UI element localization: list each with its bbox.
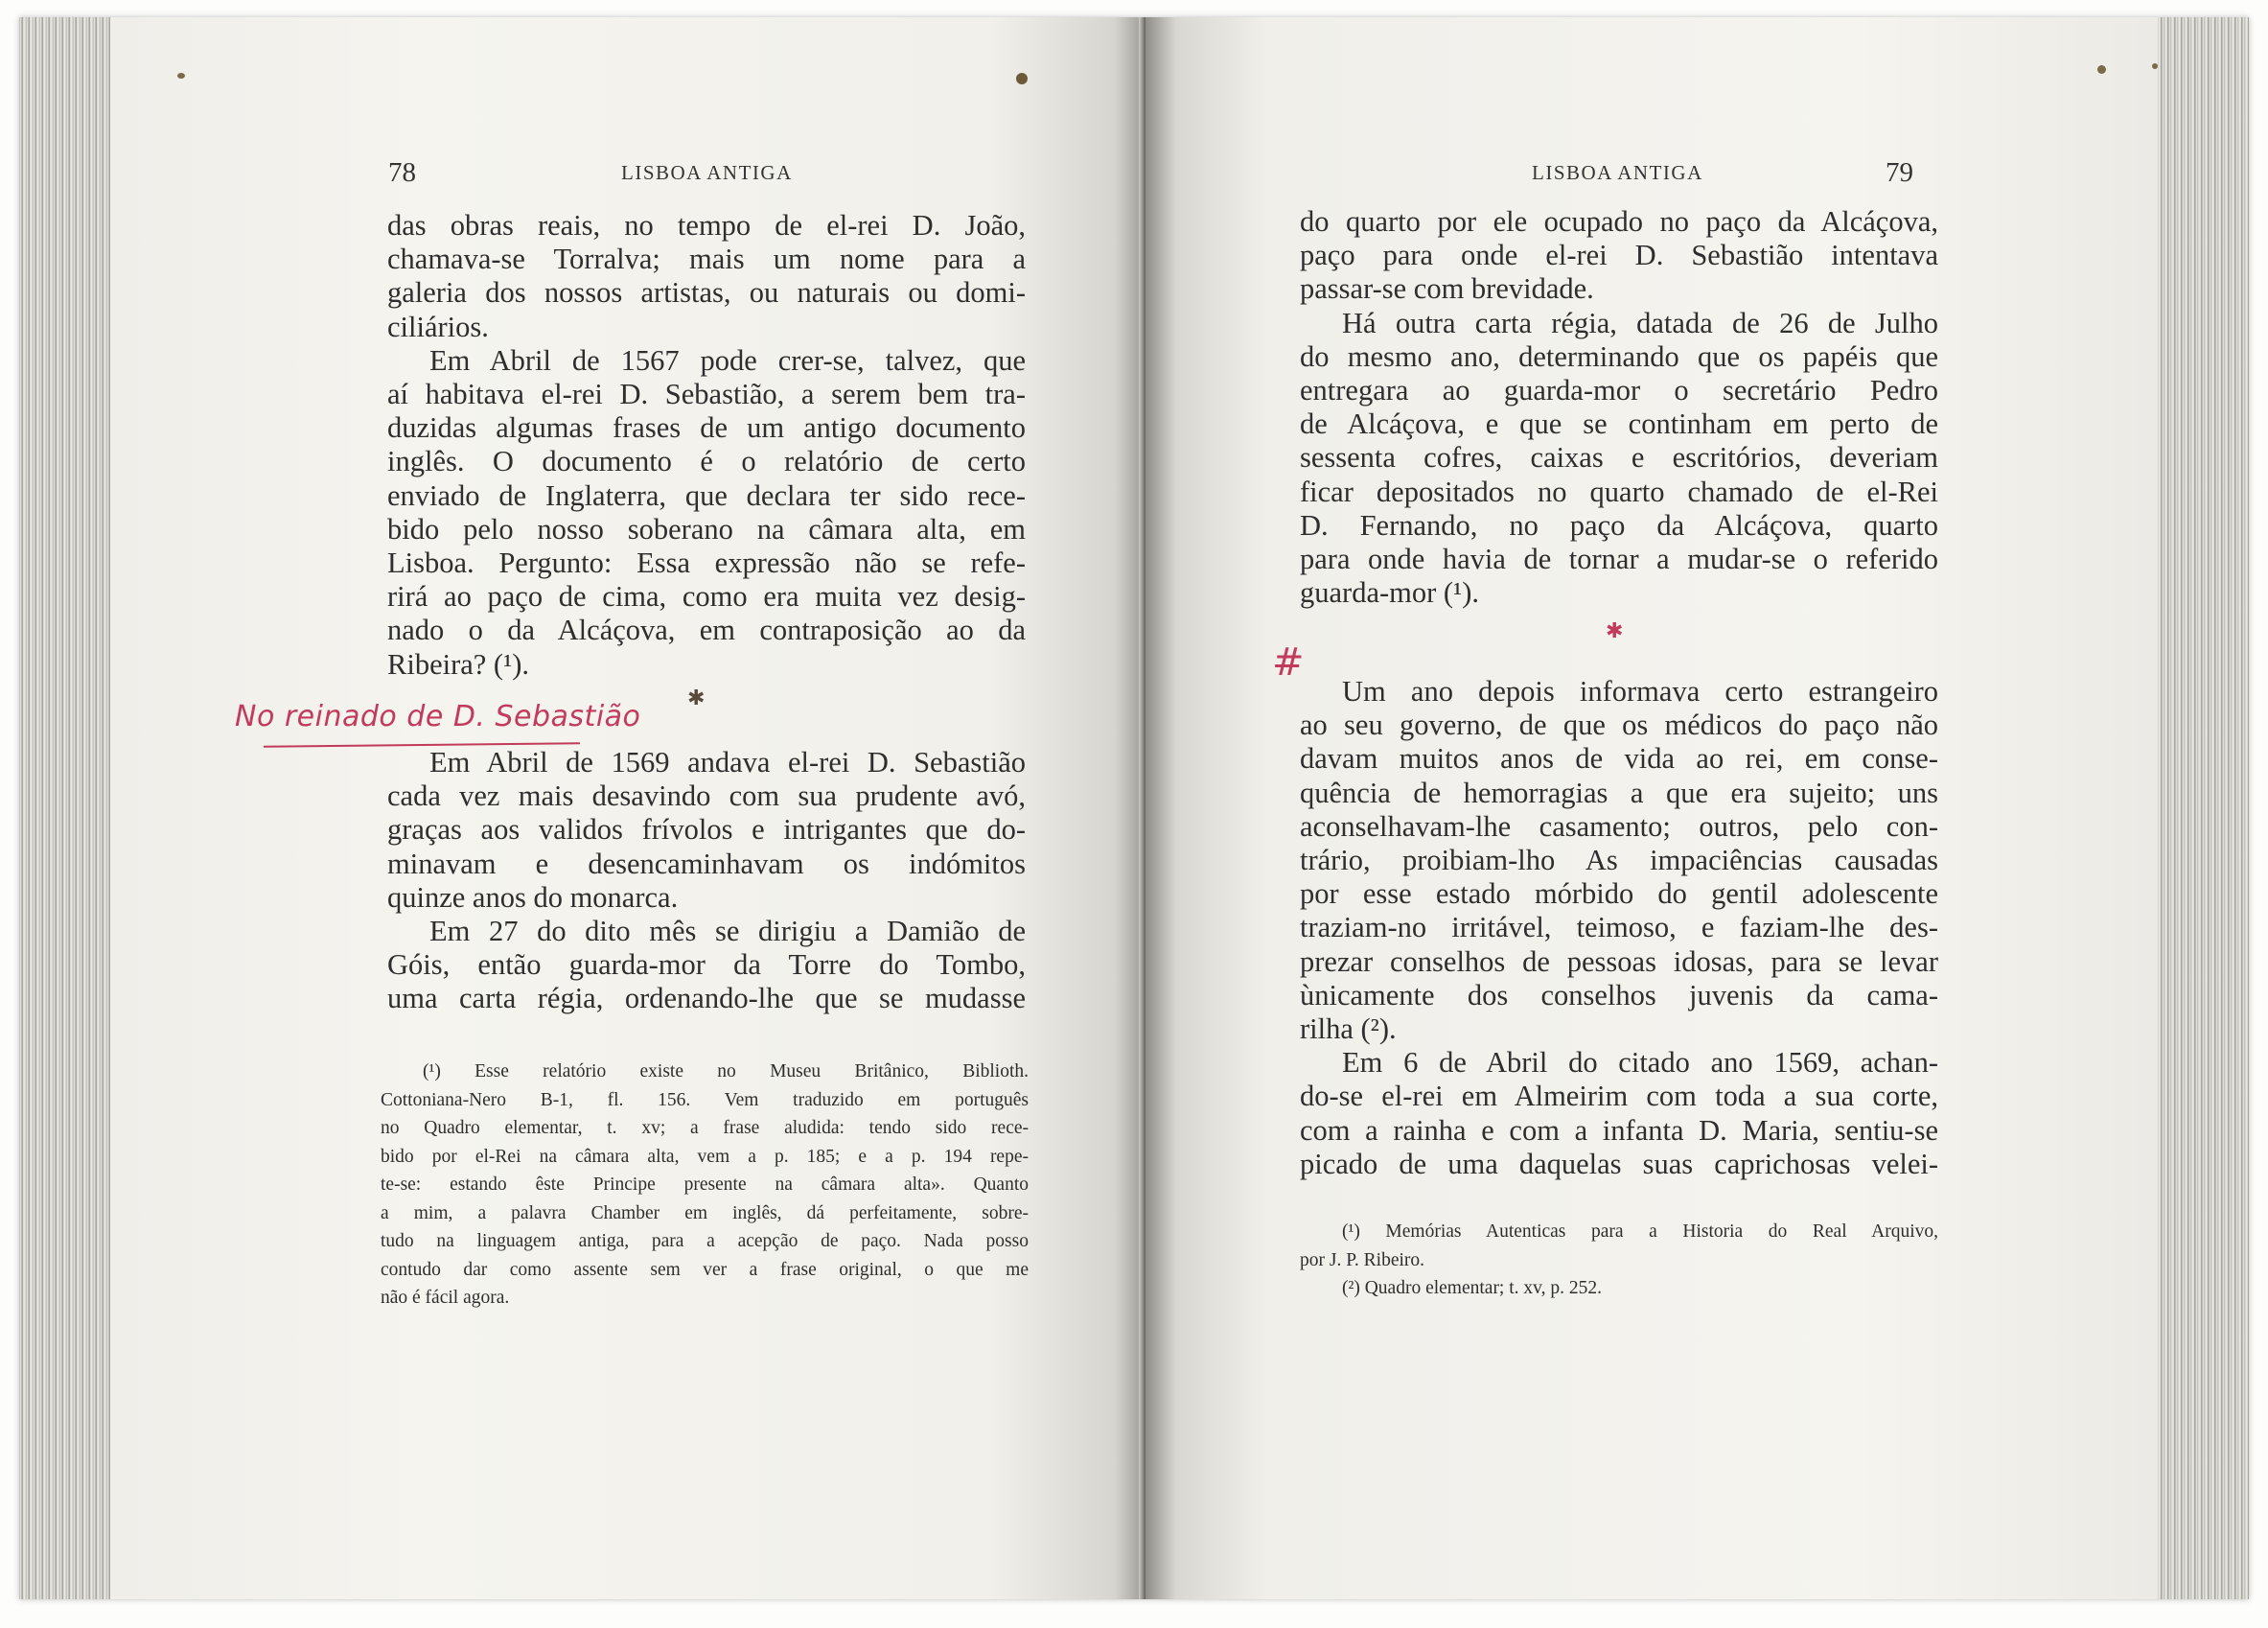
right-footnotes — [1300, 1218, 1938, 1303]
hash-mark-annotation: # — [1272, 640, 1305, 685]
text-line: minavam e desencaminhavam os indómitos — [387, 847, 1026, 880]
text-line: Em 6 de Abril do citado ano 1569, achan- — [1342, 1046, 1938, 1080]
footnote-line: não é fácil agora. — [381, 1288, 510, 1308]
text-line: aconselhavam-lhe casamento; outros, pelo con- — [1300, 809, 1938, 843]
right-body-text — [1300, 205, 1938, 610]
footnote-line: (²) Quadro elementar; t. xv, p. 252. — [1342, 1278, 1603, 1298]
left-page — [110, 17, 1146, 1599]
footnote-line: a mim, a palavra Chamber em inglês, dá perfeitamente, sobre- — [381, 1202, 1029, 1223]
left-body-text-2 — [387, 746, 1026, 1016]
speck — [2152, 63, 2158, 69]
text-line: ùnicamente dos conselhos juvenis da cama- — [1300, 978, 1938, 1012]
text-line: passar-se com brevidade. — [1300, 272, 1594, 306]
footnote-line: no Quadro elementar, t. xv; a frase aludida: tendo sido rece- — [381, 1118, 1029, 1138]
footnote-line: Cottoniana-Nero B-1, fl. 156. Vem traduzido em português — [381, 1089, 1029, 1110]
text-line: picado de uma daquelas suas caprichosas velei- — [1300, 1147, 1938, 1180]
asterisk-mark-icon: ✱ — [1606, 619, 1624, 643]
text-line: Em 27 do dito mês se dirigiu a Damião de — [429, 915, 1026, 948]
right-page — [1146, 17, 2158, 1599]
text-line: das obras reais, no tempo de el-rei D. João, — [387, 209, 1026, 242]
footnote-line: (¹) Memórias Autenticas para a Historia do Real Arquivo, — [1342, 1221, 1938, 1242]
footnote-line: por J. P. Ribeiro. — [1300, 1249, 1425, 1270]
text-line: ciliários. — [387, 310, 489, 343]
text-line: guarda-mor (¹). — [1300, 576, 1479, 610]
footnote-line: tudo na linguagem antiga, para a acepção de paço. Nada posso — [381, 1231, 1029, 1251]
footnote-line: (¹) Esse relatório existe no Museu Britânico, Biblioth. — [423, 1061, 1029, 1081]
text-line: Um ano depois informava certo estrangeiro — [1342, 675, 1938, 708]
text-line: D. Fernando, no paço da Alcáçova, quarto — [1300, 508, 1938, 542]
text-line: rilha (²). — [1300, 1012, 1397, 1046]
text-line: entregara ao guarda-mor o secretário Pedro — [1300, 374, 1938, 407]
handwritten-annotation: No reinado de D. Sebastião — [235, 700, 641, 733]
right-page-edges — [2158, 17, 2249, 1599]
footnote-line: contudo dar como assente sem ver a frase original, o que me — [381, 1259, 1029, 1280]
text-line: cada vez mais desavindo com sua prudente avó, — [387, 779, 1026, 813]
text-line: traziam-no irritável, teimoso, e faziam-lhe des- — [1300, 911, 1938, 944]
right-running-head: LISBOA ANTIGA — [1532, 161, 1703, 184]
text-line: duzidas algumas frases de um antigo documento — [387, 411, 1026, 445]
text-line: paço para onde el-rei D. Sebastião intentava — [1300, 239, 1938, 272]
text-line: quinze anos do monarca. — [387, 880, 679, 914]
open-book — [19, 17, 2249, 1599]
text-line: ao seu governo, de que os médicos do paço não — [1300, 709, 1938, 742]
text-line: chamava-se Torralva; mais um nome para a — [387, 243, 1026, 276]
text-line: Em Abril de 1567 pode crer-se, talvez, que — [429, 343, 1026, 377]
text-line: Há outra carta régia, datada de 26 de Julho — [1342, 306, 1938, 339]
text-line: Góis, então guarda-mor da Torre do Tombo, — [387, 948, 1026, 982]
text-line: Em Abril de 1569 andava el-rei D. Sebastião — [429, 746, 1026, 779]
text-line: Lisboa. Pergunto: Essa expressão não se refe- — [387, 547, 1026, 580]
text-line: nado o da Alcáçova, em contraposição ao da — [387, 614, 1026, 647]
speck — [2097, 65, 2106, 74]
text-line: bido pelo nosso soberano na câmara alta, em — [387, 512, 1026, 546]
footnote-line: te-se: estando êste Principe presente na câmara alta». Quanto — [381, 1174, 1029, 1195]
text-line: sessenta cofres, caixas e escritórios, deveriam — [1300, 441, 1938, 475]
text-line: aí habitava el-rei D. Sebastião, a serem bem tra- — [387, 378, 1026, 411]
left-running-head: LISBOA ANTIGA — [621, 161, 793, 184]
text-line: trário, proibiam-lho As impaciências causadas — [1300, 844, 1938, 877]
asterisk-mark-icon: ✱ — [687, 686, 706, 710]
right-page-number: 79 — [1886, 157, 1913, 188]
text-line: enviado de Inglaterra, que declara ter sido rece- — [387, 478, 1026, 512]
text-line: de Alcáçova, e que se continham em perto de — [1300, 407, 1938, 441]
text-line: inglês. O documento é o relatório de certo — [387, 445, 1026, 478]
text-line: do quarto por ele ocupado no paço da Alcáçova, — [1300, 205, 1938, 238]
speck — [177, 73, 185, 79]
text-line: para onde havia de tornar a mudar-se o referido — [1300, 543, 1938, 576]
text-line: ficar depositados no quarto chamado de el-Rei — [1300, 475, 1938, 508]
left-body-text — [387, 209, 1026, 682]
text-line: graças aos validos frívolos e intrigantes que do- — [387, 813, 1026, 847]
text-line: do mesmo ano, determinando que os papéis que — [1300, 339, 1938, 373]
text-line: prezar conselhos de pessoas idosas, para se levar — [1300, 944, 1938, 978]
text-line: Ribeira? (¹). — [387, 647, 530, 681]
left-page-edges — [19, 17, 110, 1599]
right-body-text-2 — [1300, 675, 1938, 1181]
text-line: davam muitos anos de vida ao rei, em conse- — [1300, 742, 1938, 776]
text-line: galeria dos nossos artistas, ou naturais ou domi- — [387, 276, 1026, 310]
left-footnotes — [381, 1058, 1029, 1313]
left-page-number: 78 — [388, 157, 416, 188]
text-line: por esse estado mórbido do gentil adolescente — [1300, 877, 1938, 911]
speck — [1016, 73, 1028, 84]
footnote-line: bido por el-Rei na câmara alta, vem a p. 185; e a p. 194 repe- — [381, 1146, 1029, 1167]
text-line: com a rainha e com a infanta D. Maria, sentiu-se — [1300, 1113, 1938, 1147]
text-line: uma carta régia, ordenando-lhe que se mudasse — [387, 982, 1026, 1015]
text-line: do-se el-rei em Almeirim com toda a sua corte, — [1300, 1080, 1938, 1113]
text-line: rirá ao paço de cima, como era muita vez desig- — [387, 580, 1026, 614]
text-line: quência de hemorragias a que era sujeito; uns — [1300, 776, 1938, 809]
